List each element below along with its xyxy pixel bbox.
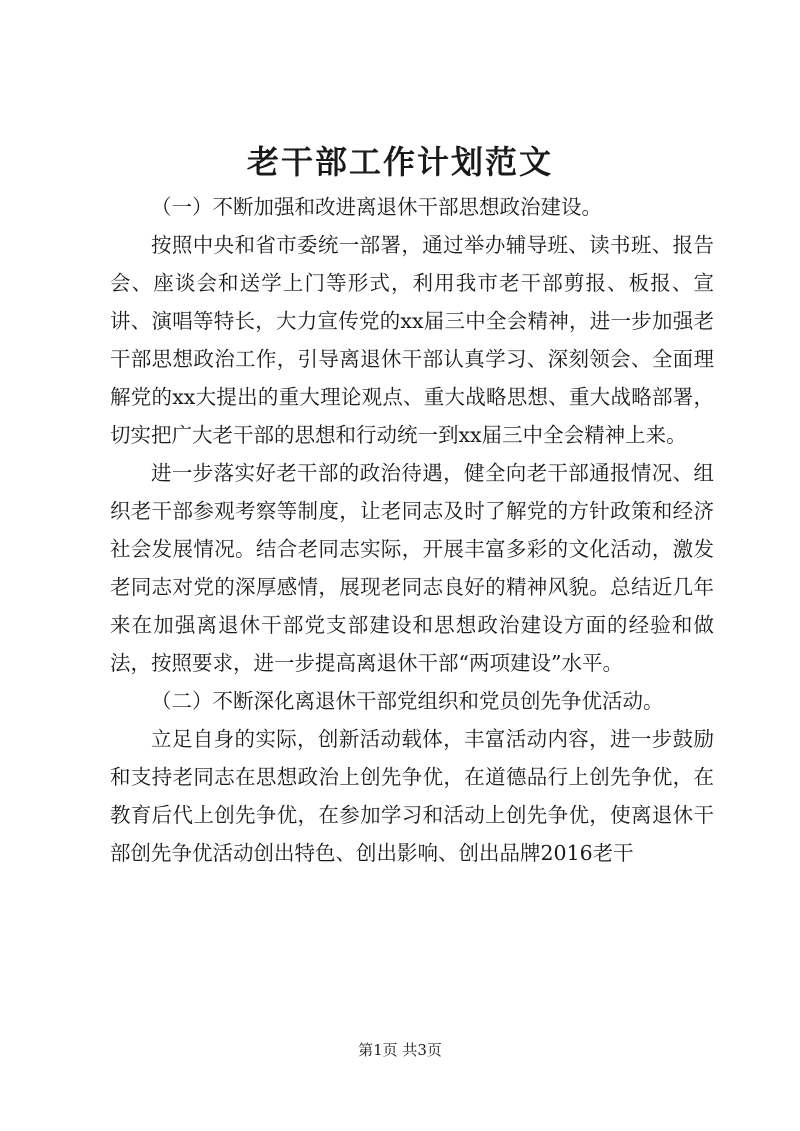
document-body — [110, 188, 714, 872]
paragraph: 立足自身的实际，创新活动载体，丰富活动内容，进一步鼓励和支持老同志在思想政治上创先争优，在道德品行上创先争优，在教育后代上创先争优，在参加学习和活动上创先争优，使离退休干部创先争优活动创出特色、创出影响、创出品牌2016老干 — [110, 727, 714, 865]
paragraph: 进一步落实好老干部的政治待遇，健全向老干部通报情况、组织老干部参观考察等制度，让老同志及时了解党的方针政策和经济社会发展情况。结合老同志实际，开展丰富多彩的文化活动，激发老同志对党的深厚感情，展现老同志良好的精神风貌。总结近几年来在加强离退休干部党支部建设和思想政治建设方面的经验和做法，按照要求，进一步提高离退休干部“两项建设”水平。 — [110, 461, 714, 675]
paragraph-section-2-heading: （二）不断深化离退休干部党组织和党员创先争优活动。 — [151, 689, 664, 713]
document-title: 老干部工作计划范文 — [246, 143, 553, 181]
paragraph: 按照中央和省市委统一部署，通过举办辅导班、读书班、报告会、座谈会和送学上门等形式，利用我市老干部剪报、板报、宣讲、演唱等特长，大力宣传党的xx届三中全会精神，进一步加强老干部思想政治工作，引导离退休干部认真学习、深刻领会、全面理解党的xx大提出的重大理论观点、重大战略思想、重大战略部署，切实把广大老干部的思想和行动统一到xx届三中全会精神上来。 — [110, 233, 714, 447]
paragraph-section-1-heading: （一）不断加强和改进离退休干部思想政治建设。 — [151, 195, 602, 219]
page-number-footer: 第1页 共3页 — [358, 1041, 442, 1059]
